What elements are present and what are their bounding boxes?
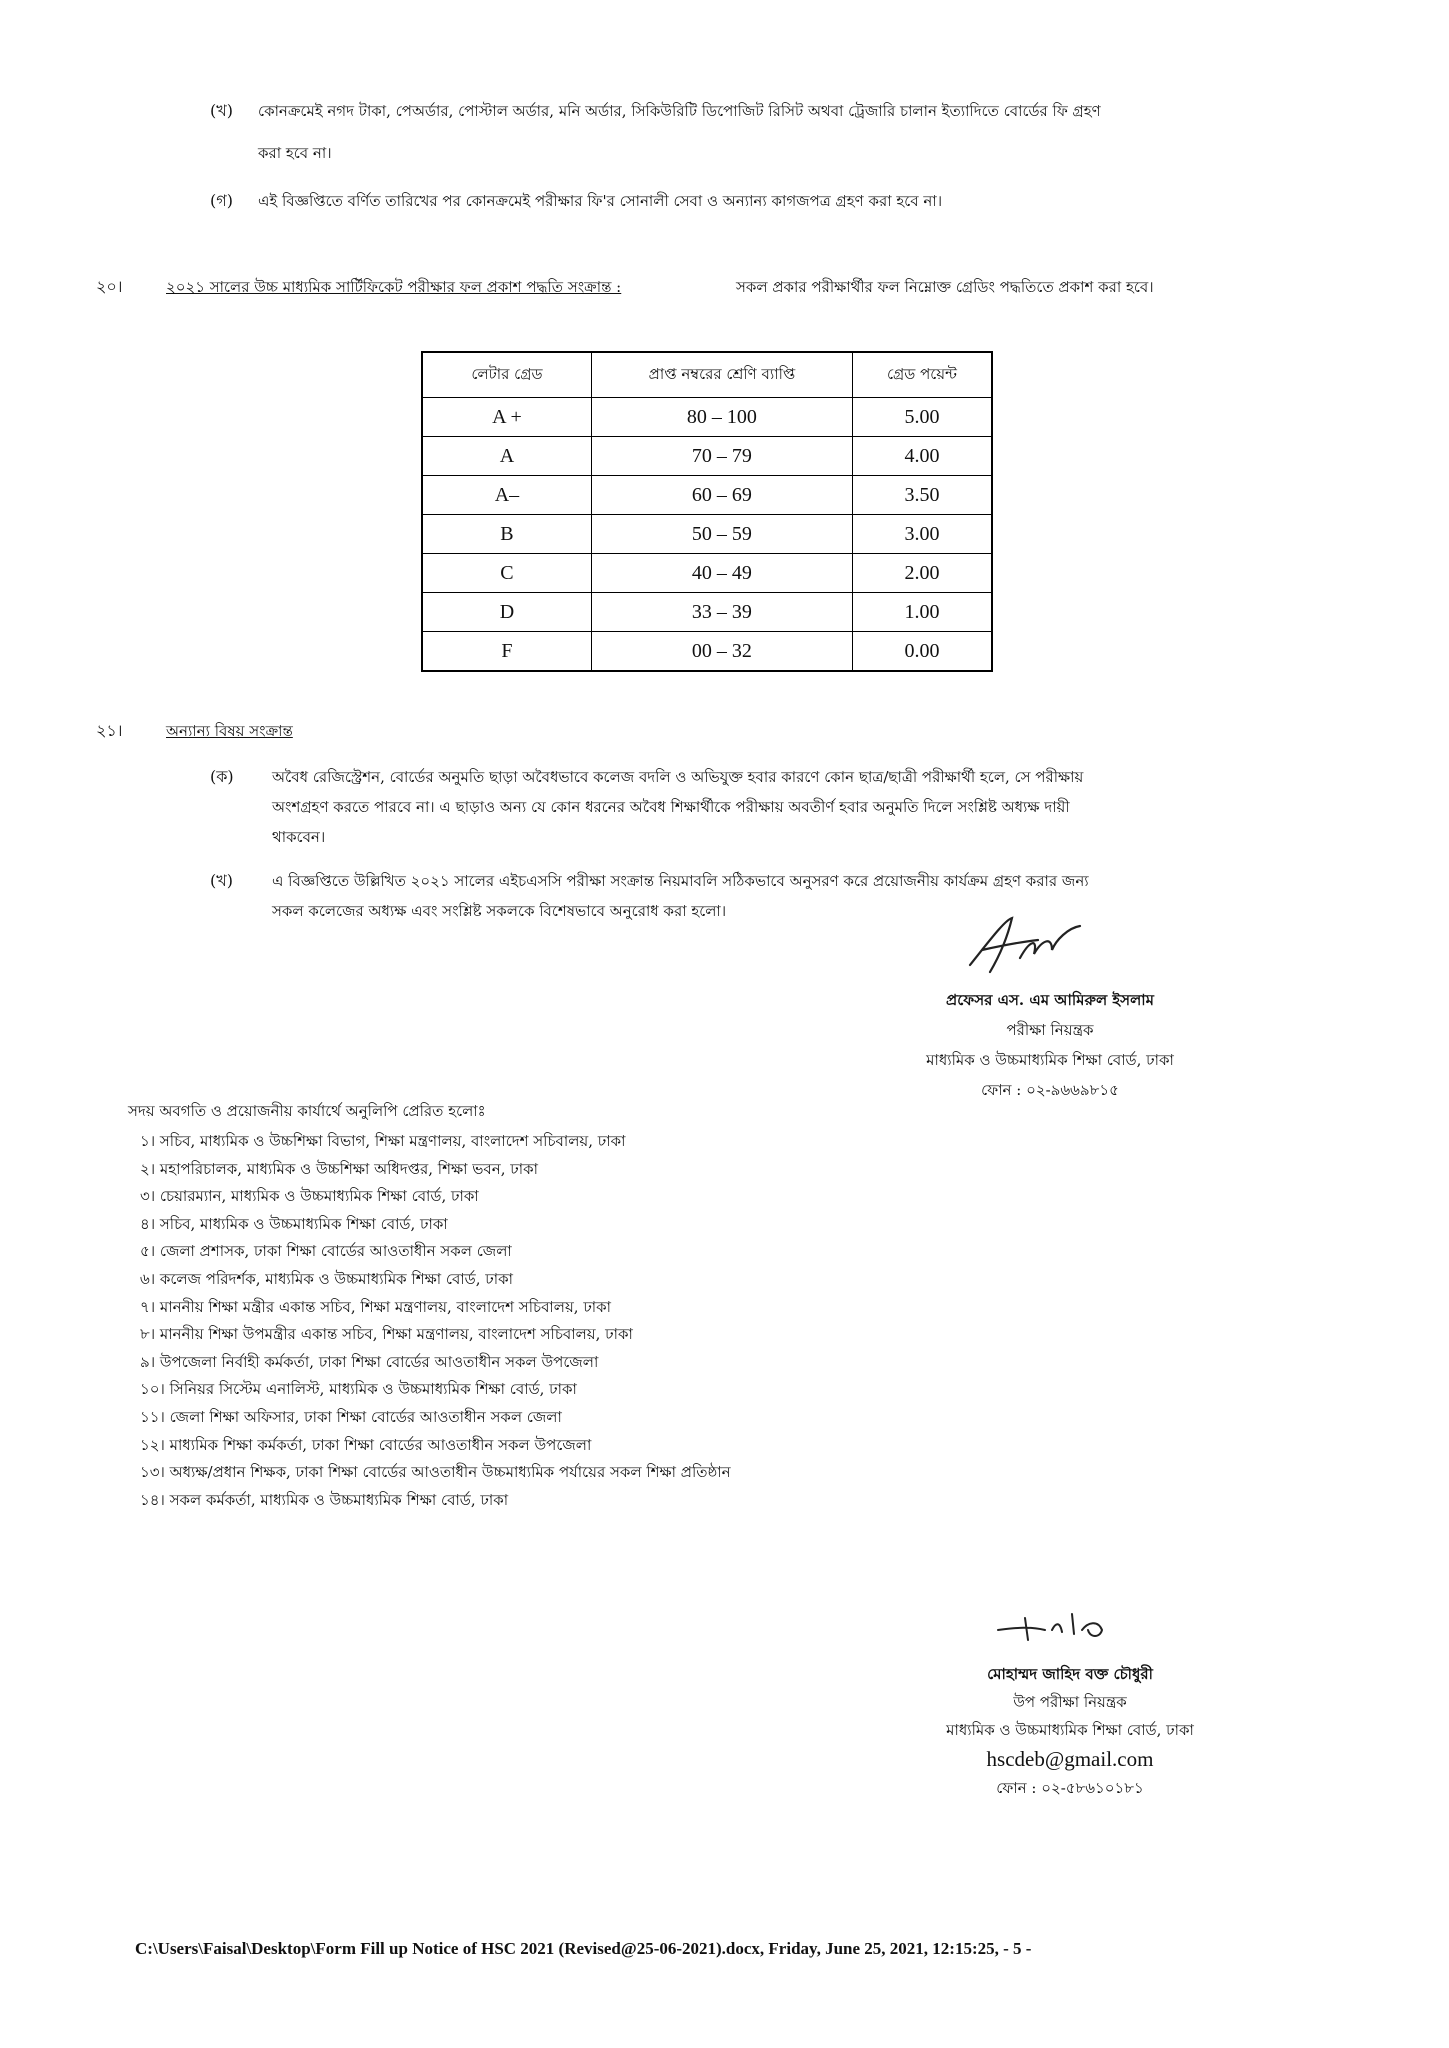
letter-grade-cell: A + [422,398,591,437]
signatory-1-board: মাধ্যমিক ও উচ্চমাধ্যমিক শিক্ষা বোর্ড, ঢাকা [926,1051,1174,1069]
paragraph-line: কোনক্রমেই নগদ টাকা, পেঅর্ডার, পোস্টাল অর্ডার, মনি অর্ডার, সিকিউরিটি ডিপোজিট রিসিট অথবা ট্রেজারি চালান ইত্যাদিতে বোর্ডের ফি গ্রহণ [258,102,1101,120]
document-footer: C:\Users\Faisal\Desktop\Form Fill up Notice of HSC 2021 (Revised@25-06-2021).docx, Friday, June 25, 2021, 12:15:25, - 5 - [135,1939,1032,1958]
list-item: ৯। উপজেলা নির্বাহী কর্মকর্তা, ঢাকা শিক্ষা বোর্ডের আওতাধীন সকল উপজেলা [140,1352,599,1371]
list-item: ৪। সচিব, মাধ্যমিক ও উচ্চমাধ্যমিক শিক্ষা বোর্ড, ঢাকা [140,1214,448,1233]
signatory-1-phone: ফোন : ০২-৯৬৬৯৮১৫ [981,1081,1119,1099]
section-text-20: সকল প্রকার পরীক্ষার্থীর ফল নিম্নোক্ত গ্রেডিং পদ্ধতিতে প্রকাশ করা হবে। [736,278,1154,296]
signatory-1-block [880,985,1220,1105]
signatory-2-phone: ফোন : ০২-৫৮৬১০১৮১ [996,1779,1144,1797]
marks-range-cell: 00 – 32 [591,632,852,672]
paragraph-line: করা হবে না। [258,144,332,162]
grade-point-cell: 3.50 [852,476,992,515]
section-heading-20: ২০২১ সালের উচ্চ মাধ্যমিক সার্টিফিকেট পরীক্ষার ফল প্রকাশ পদ্ধতি সংক্রান্ত : [166,278,622,296]
grade-point-cell: 5.00 [852,398,992,437]
signature-2 [990,1600,1120,1650]
column-header-marks-range: প্রাপ্ত নম্বরের শ্রেণি ব্যাপ্তি [591,352,852,398]
copies-list [140,1128,731,1514]
grading-table [421,351,993,672]
paragraph-line: থাকবেন। [272,828,326,846]
table-row [422,515,992,554]
letter-grade-cell: C [422,554,591,593]
signatory-2-board: মাধ্যমিক ও উচ্চমাধ্যমিক শিক্ষা বোর্ড, ঢাকা [946,1721,1194,1739]
paragraph-line: এ বিজ্ঞপ্তিতে উল্লিখিত ২০২১ সালের এইচএসসি পরীক্ষা সংক্রান্ত নিয়মাবলি সঠিকভাবে অনুসরণ করে প্রয়োজনীয় কার্যক্রম গ্রহণ করার জন্য [272,872,1089,890]
list-item: ৭। মাননীয় শিক্ষা মন্ত্রীর একান্ত সচিব, শিক্ষা মন্ত্রণালয়, বাংলাদেশ সচিবালয়, ঢাকা [140,1297,612,1316]
section-number-20: ২০। [96,277,123,296]
list-item: ১। সচিব, মাধ্যমিক ও উচ্চশিক্ষা বিভাগ, শিক্ষা মন্ত্রণালয়, বাংলাদেশ সচিবালয়, ঢাকা [140,1132,626,1150]
paragraph-line: এই বিজ্ঞপ্তিতে বর্ণিত তারিখের পর কোনক্রমেই পরীক্ষার ফি'র সোনালী সেবা ও অন্যান্য কাগজপত্র গ্রহণ করা হবে না। [258,192,943,210]
marks-range-cell: 40 – 49 [591,554,852,593]
table-row [422,398,992,437]
grade-point-cell: 4.00 [852,437,992,476]
grade-point-cell: 2.00 [852,554,992,593]
letter-grade-cell: B [422,515,591,554]
section-number-21: ২১। [96,721,123,740]
signatory-2-title: উপ পরীক্ষা নিয়ন্ত্রক [1013,1693,1127,1711]
grade-point-cell: 0.00 [852,632,992,672]
paragraph-line: সকল কলেজের অধ্যক্ষ এবং সংশ্লিষ্ট সকলকে বিশেষভাবে অনুরোধ করা হলো। [272,902,727,920]
list-item: ১৩। অধ্যক্ষ/প্রধান শিক্ষক, ঢাকা শিক্ষা বোর্ডের আওতাধীন উচ্চমাধ্যমিক পর্যায়ের সকল শিক্ষা প্রতিষ্ঠান [140,1463,731,1482]
list-item: ৮। মাননীয় শিক্ষা উপমন্ত্রীর একান্ত সচিব, শিক্ষা মন্ত্রণালয়, বাংলাদেশ সচিবালয়, ঢাকা [140,1325,633,1344]
marks-range-cell: 70 – 79 [591,437,852,476]
table-row [422,554,992,593]
signatory-2-name: মোহাম্মদ জাহিদ বক্ত চৌধুরী [987,1665,1153,1683]
list-item: ৬। কলেজ পরিদর্শক, মাধ্যমিক ও উচ্চমাধ্যমিক শিক্ষা বোর্ড, ঢাকা [140,1269,513,1288]
grade-point-cell: 1.00 [852,593,992,632]
letter-grade-cell: D [422,593,591,632]
copies-intro: সদয় অবগতি ও প্রয়োজনীয় কার্যার্থে অনুলিপি প্রেরিত হলোঃ [128,1102,486,1120]
list-item: ১২। মাধ্যমিক শিক্ষা কর্মকর্তা, ঢাকা শিক্ষা বোর্ডের আওতাধীন সকল উপজেলা [140,1435,592,1454]
table-header-row [422,352,992,398]
marks-range-cell: 33 – 39 [591,593,852,632]
signature-1 [960,910,1090,980]
list-item: ৩। চেয়ারম্যান, মাধ্যমিক ও উচ্চমাধ্যমিক শিক্ষা বোর্ড, ঢাকা [140,1187,479,1206]
signatory-2-email: hscdeb@gmail.com [986,1747,1154,1771]
list-item: ৫। জেলা প্রশাসক, ঢাকা শিক্ষা বোর্ডের আওতাধীন সকল জেলা [140,1242,512,1261]
letter-grade-cell: A [422,437,591,476]
table-row [422,476,992,515]
signatory-1-name: প্রফেসর এস. এম আমিরুল ইসলাম [946,991,1154,1009]
paragraph-line: অবৈধ রেজিস্ট্রেশন, বোর্ডের অনুমতি ছাড়া অবৈধভাবে কলেজ বদলি ও অভিযুক্ত হবার কারণে কোন ছাত্র/ছাত্রী পরীক্ষার্থী হলে, সে পরীক্ষায় [272,768,1084,786]
column-header-letter-grade: লেটার গ্রেড [422,352,591,398]
letter-grade-cell: F [422,632,591,672]
column-header-grade-point: গ্রেড পয়েন্ট [852,352,992,398]
item-label-kha: (খ) [210,101,233,120]
marks-range-cell: 80 – 100 [591,398,852,437]
item-label-ka: (ক) [210,767,234,786]
list-item: ২। মহাপরিচালক, মাধ্যমিক ও উচ্চশিক্ষা অধিদপ্তর, শিক্ষা ভবন, ঢাকা [140,1159,538,1178]
grade-point-cell: 3.00 [852,515,992,554]
item-label-ga: (গ) [210,191,233,210]
table-row [422,437,992,476]
table-row [422,593,992,632]
marks-range-cell: 50 – 59 [591,515,852,554]
section-heading-21: অন্যান্য বিষয় সংক্রান্ত [166,722,293,740]
list-item: ১৪। সকল কর্মকর্তা, মাধ্যমিক ও উচ্চমাধ্যমিক শিক্ষা বোর্ড, ঢাকা [140,1490,509,1509]
table-row [422,632,992,672]
signatory-2-block [900,1660,1240,1802]
item-label-kha-21: (খ) [210,871,233,890]
marks-range-cell: 60 – 69 [591,476,852,515]
letter-grade-cell: A– [422,476,591,515]
paragraph-line: অংশগ্রহণ করতে পারবে না। এ ছাড়াও অন্য যে কোন ধরনের অবৈধ শিক্ষার্থীকে পরীক্ষায় অবতীর্ণ হবার অনুমতি দিলে সংশ্লিষ্ট অধ্যক্ষ দায়ী [272,798,1070,816]
list-item: ১০। সিনিয়র সিস্টেম এনালিস্ট, মাধ্যমিক ও উচ্চমাধ্যমিক শিক্ষা বোর্ড, ঢাকা [140,1380,577,1399]
list-item: ১১। জেলা শিক্ষা অফিসার, ঢাকা শিক্ষা বোর্ডের আওতাধীন সকল জেলা [140,1407,562,1426]
signatory-1-title: পরীক্ষা নিয়ন্ত্রক [1006,1021,1094,1039]
